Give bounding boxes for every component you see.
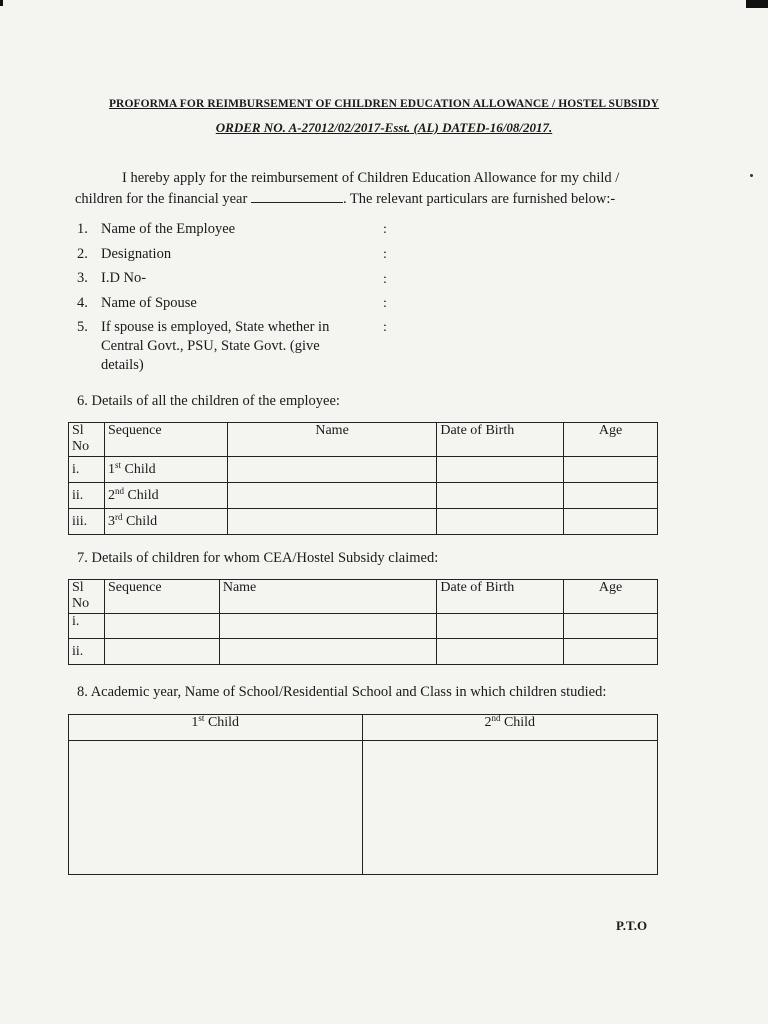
col-header-sl: Sl No [69, 423, 105, 457]
col-header-sl: Sl No [69, 580, 105, 614]
field-label: If spouse is employed, State whether in Central Govt., PSU, State Govt. (give details) [101, 319, 330, 373]
sequence-cell[interactable] [104, 614, 219, 639]
age-cell[interactable] [564, 639, 658, 665]
field-colon: : [383, 272, 387, 287]
first-child-school-cell[interactable] [69, 741, 363, 875]
table-row [69, 639, 658, 665]
row-sl: ii. [69, 483, 105, 509]
children-details-table [68, 422, 658, 535]
col-header-age: Age [564, 580, 658, 614]
field-designation [77, 245, 171, 264]
ordinal-suffix: nd [491, 713, 501, 723]
field-spouse-name [77, 294, 197, 313]
dob-cell[interactable] [437, 457, 564, 483]
child-label: Child [123, 487, 159, 503]
ordinal-suffix: st [198, 713, 205, 723]
intro-line-1: I hereby apply for the reimbursement of Children Education Allowance for my child / [122, 170, 620, 186]
dob-cell[interactable] [437, 483, 564, 509]
child-label: Child [122, 513, 158, 529]
field-number: 3. [77, 270, 88, 286]
child-label: Child [120, 461, 156, 477]
page-turn-over: P.T.O [616, 918, 648, 933]
field-number: 5. [77, 319, 88, 335]
row-sl: ii. [69, 639, 105, 665]
row-sl: i. [69, 457, 105, 483]
dob-cell[interactable] [437, 639, 564, 665]
table-header-row [69, 423, 658, 457]
col-header-dob: Date of Birth [437, 580, 564, 614]
field-label: Name of Spouse [101, 295, 197, 311]
intro-line-2a: children for the financial year [75, 191, 248, 207]
scan-edge-mark [0, 0, 3, 6]
ordinal-number: 1 [107, 461, 115, 477]
section-7-heading: 7. Details of children for whom CEA/Hostel Subsidy claimed: [77, 550, 439, 566]
col-header-age: Age [564, 423, 658, 457]
ordinal-suffix: st [114, 459, 121, 470]
field-colon: : [383, 320, 387, 335]
row-sequence [104, 457, 227, 483]
field-id-no [77, 269, 146, 288]
name-cell[interactable] [227, 509, 437, 535]
row-sl: i. [69, 614, 105, 639]
dob-cell[interactable] [437, 614, 564, 639]
ordinal-suffix: rd [114, 511, 123, 522]
table-row [69, 614, 658, 639]
row-sequence [104, 509, 227, 535]
table-row [69, 457, 658, 483]
table-row [69, 509, 658, 535]
col-header-name: Name [219, 580, 437, 614]
col-header-first-child [69, 715, 363, 741]
intro-paragraph [75, 168, 665, 210]
table-header-row [69, 580, 658, 614]
age-cell[interactable] [564, 483, 658, 509]
form-title: PROFORMA FOR REIMBURSEMENT OF CHILDREN EDUCATION ALLOWANCE / HOSTEL SUBSIDY [108, 98, 660, 110]
field-colon: : [383, 222, 387, 237]
section-8-heading: 8. Academic year, Name of School/Residential School and Class in which children studied: [77, 684, 607, 700]
school-details-table [68, 714, 658, 875]
scan-edge-mark [746, 0, 768, 8]
col-header-second-child [362, 715, 658, 741]
name-cell[interactable] [219, 639, 437, 665]
section-6-heading: 6. Details of all the children of the employee: [77, 393, 340, 409]
field-employee-name [77, 220, 235, 239]
table-row [69, 741, 658, 875]
dob-cell[interactable] [437, 509, 564, 535]
table-row [69, 483, 658, 509]
sequence-cell[interactable] [104, 639, 219, 665]
age-cell[interactable] [564, 509, 658, 535]
name-cell[interactable] [227, 483, 437, 509]
field-number: 2. [77, 246, 88, 262]
name-cell[interactable] [227, 457, 437, 483]
financial-year-blank[interactable] [251, 190, 343, 203]
field-number: 1. [77, 221, 88, 237]
ordinal-number: 3 [107, 513, 115, 529]
cea-claim-table [68, 579, 658, 665]
scan-speck [750, 174, 753, 177]
order-number: ORDER NO. A-27012/02/2017-Esst. (AL) DATED-16/08/2017. [215, 120, 553, 135]
field-label: Designation [101, 246, 172, 262]
col-header-dob: Date of Birth [437, 423, 564, 457]
intro-line-2b: . The relevant particulars are furnished below:- [342, 191, 616, 207]
row-sl: iii. [69, 509, 105, 535]
field-colon: : [383, 296, 387, 311]
age-cell[interactable] [564, 614, 658, 639]
table-header-row [69, 715, 658, 741]
ordinal-number: 2 [107, 487, 115, 503]
field-spouse-employment [77, 318, 377, 375]
second-child-school-cell[interactable] [362, 741, 658, 875]
age-cell[interactable] [564, 457, 658, 483]
row-sequence [104, 483, 227, 509]
ordinal-number: 1 [191, 715, 199, 730]
field-number: 4. [77, 295, 88, 311]
ordinal-number: 2 [484, 715, 492, 730]
name-cell[interactable] [219, 614, 437, 639]
field-label: I.D No- [101, 270, 147, 286]
field-colon: : [383, 247, 387, 262]
field-label: Name of the Employee [101, 221, 236, 237]
col-header-sequence: Sequence [104, 423, 227, 457]
child-label: Child [204, 715, 240, 730]
ordinal-suffix: nd [114, 485, 124, 496]
child-label: Child [500, 715, 536, 730]
col-header-name: Name [227, 423, 437, 457]
col-header-sequence: Sequence [104, 580, 219, 614]
